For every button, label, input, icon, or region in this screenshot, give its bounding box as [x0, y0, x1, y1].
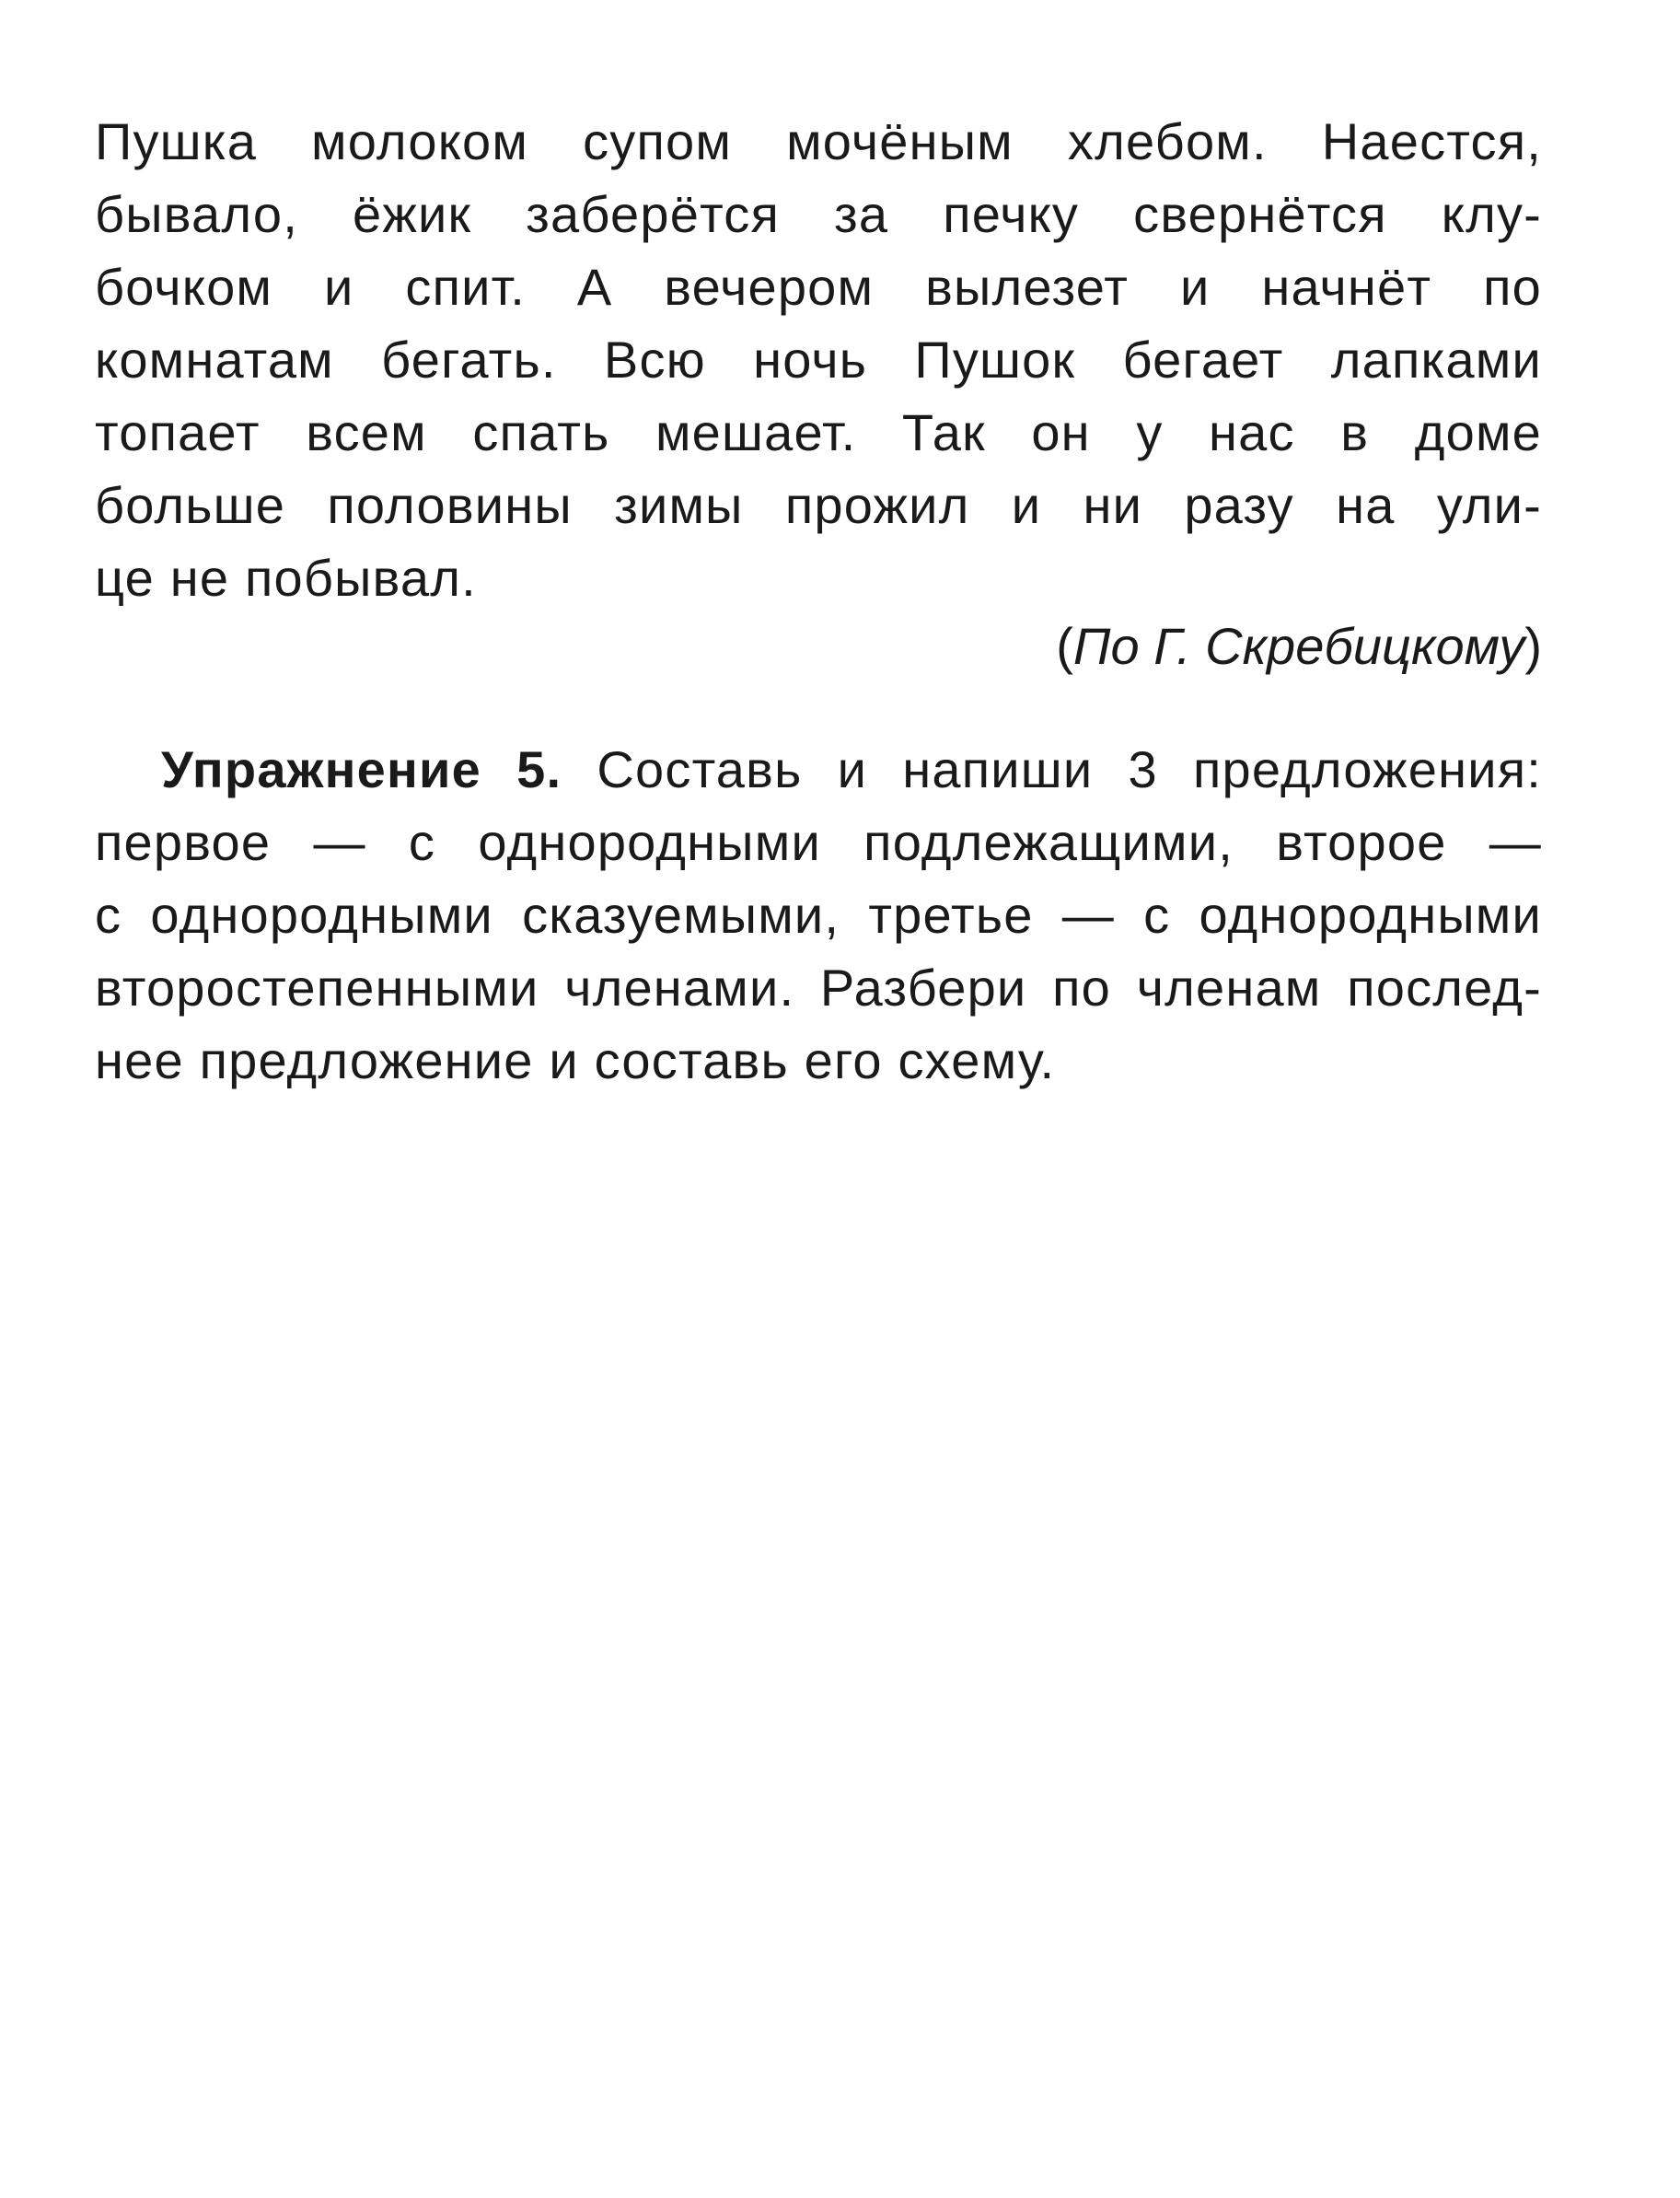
- story-text: [95, 105, 1542, 614]
- exercise-first-line: [95, 733, 1542, 806]
- exercise-line: нее предложение и составь его схему.: [95, 1031, 1056, 1089]
- exercise-title: Упражнение 5.: [161, 740, 562, 798]
- story-attribution: [1056, 610, 1542, 682]
- story-line: больше половины зимы прожил и ни разу на ули-: [95, 476, 1542, 534]
- story-line: бочком и спит. А вечером вылезет и начнёт по: [95, 258, 1542, 316]
- story-line: це не побывал.: [95, 549, 477, 607]
- story-line: Пушка молоком супом мочёным хлебом. Наестся,: [95, 112, 1542, 170]
- exercise-5: [95, 733, 1542, 1097]
- exercise-line: с однородными сказуемыми, третье — с однородными: [95, 886, 1542, 944]
- attribution-open-paren: (: [1056, 617, 1073, 675]
- exercise-line: второстепенными членами. Разбери по членам послед-: [95, 959, 1542, 1017]
- story-line: топает всем спать мешает. Так он у нас в доме: [95, 403, 1542, 461]
- exercise-line: первое — с однородными подлежащими, второе —: [95, 813, 1542, 871]
- exercise-first-line-text: Составь и напиши 3 предложения:: [562, 740, 1542, 798]
- story-line: комнатам бегать. Всю ночь Пушок бегает лапками: [95, 331, 1542, 389]
- story-line: бывало, ёжик заберётся за печку свернётся клу-: [95, 185, 1542, 243]
- attribution-author: По Г. Скребицкому: [1072, 617, 1525, 675]
- attribution-close-paren: ): [1524, 617, 1542, 675]
